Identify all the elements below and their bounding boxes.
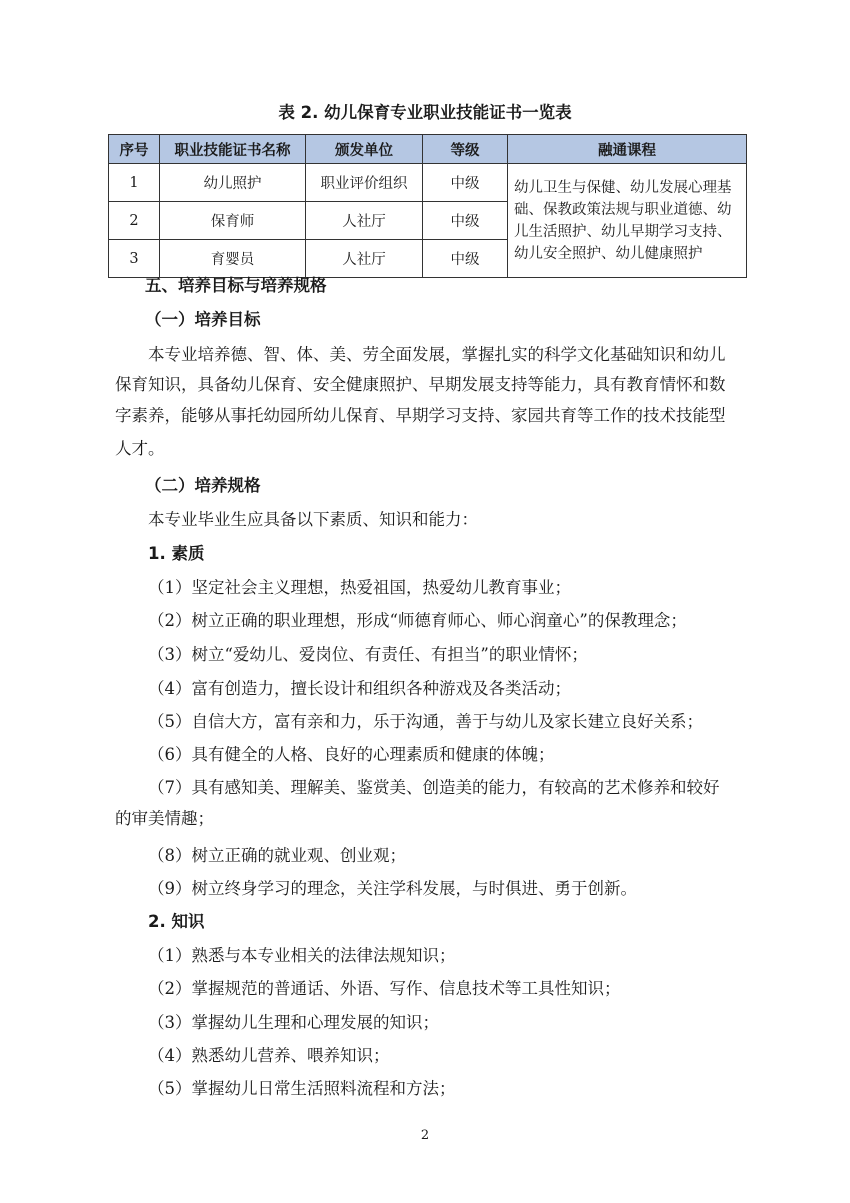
quality-heading: 1. 素质 xyxy=(148,544,205,563)
header-cert-name: 职业技能证书名称 xyxy=(160,135,306,164)
courses-line: 儿生活照护、幼儿早期学习支持、 xyxy=(514,223,732,240)
cell-no: 2 xyxy=(109,202,160,240)
knowledge-item: （4）熟悉幼儿营养、喂养知识； xyxy=(148,1046,390,1065)
goal-line: 人才。 xyxy=(115,439,165,458)
header-no: 序号 xyxy=(109,135,160,164)
cell-level: 中级 xyxy=(423,202,508,240)
spec-heading: （二）培养规格 xyxy=(145,476,261,495)
cell-cert-name: 育婴员 xyxy=(160,240,306,278)
knowledge-item: （1）熟悉与本专业相关的法律法规知识； xyxy=(148,946,456,965)
knowledge-item: （2）掌握规范的普通话、外语、写作、信息技术等工具性知识； xyxy=(148,979,621,998)
goal-line: 本专业培养德、智、体、美、劳全面发展，掌握扎实的科学文化基础知识和幼儿 xyxy=(148,345,726,364)
header-level: 等级 xyxy=(423,135,508,164)
quality-item: （2）树立正确的职业理想，形成“师德育师心、师心润童心”的保教理念； xyxy=(148,611,687,630)
quality-item: （4）富有创造力，擅长设计和组织各种游戏及各类活动； xyxy=(148,679,571,698)
cell-issuer: 职业评价组织 xyxy=(306,164,423,202)
courses-line: 幼儿卫生与保健、幼儿发展心理基 xyxy=(514,179,732,196)
cell-cert-name: 保育师 xyxy=(160,202,306,240)
cell-level: 中级 xyxy=(423,164,508,202)
quality-item: （1）坚定社会主义理想，热爱祖国，热爱幼儿教育事业； xyxy=(148,578,571,597)
cell-no: 3 xyxy=(109,240,160,278)
certificate-table xyxy=(108,134,747,278)
quality-item: （8）树立正确的就业观、创业观； xyxy=(148,846,406,865)
cell-courses xyxy=(508,164,747,278)
page-number: 2 xyxy=(420,1128,430,1143)
cell-level: 中级 xyxy=(423,240,508,278)
quality-item: 的审美情趣； xyxy=(115,809,214,828)
cell-no: 1 xyxy=(109,164,160,202)
cell-issuer: 人社厅 xyxy=(306,240,423,278)
spec-intro: 本专业毕业生应具备以下素质、知识和能力： xyxy=(148,510,478,529)
header-issuer: 颁发单位 xyxy=(306,135,423,164)
goal-heading: （一）培养目标 xyxy=(145,310,261,329)
knowledge-item: （3）掌握幼儿生理和心理发展的知识； xyxy=(148,1013,439,1032)
cell-issuer: 人社厅 xyxy=(306,202,423,240)
quality-item: （9）树立终身学习的理念，关注学科发展，与时俱进、勇于创新。 xyxy=(148,879,637,898)
knowledge-item: （5）掌握幼儿日常生活照料流程和方法； xyxy=(148,1079,456,1098)
cell-cert-name: 幼儿照护 xyxy=(160,164,306,202)
quality-item: （3）树立“爱幼儿、爱岗位、有责任、有担当”的职业情怀； xyxy=(148,645,588,664)
knowledge-heading: 2. 知识 xyxy=(148,912,205,931)
table-header-row xyxy=(109,135,747,164)
goal-line: 字素养，能够从事托幼园所幼儿保育、早期学习支持、家园共育等工作的技术技能型 xyxy=(115,406,726,425)
quality-item: （6）具有健全的人格、良好的心理素质和健康的体魄； xyxy=(148,745,555,764)
quality-item: （5）自信大方，富有亲和力，乐于沟通，善于与幼儿及家长建立良好关系； xyxy=(148,712,703,731)
goal-line: 保育知识，具备幼儿保育、安全健康照护、早期发展支持等能力，具有教育情怀和数 xyxy=(115,375,726,394)
header-courses: 融通课程 xyxy=(508,135,747,164)
section-title: 五、培养目标与培养规格 xyxy=(145,276,327,295)
table-row xyxy=(109,164,747,202)
table-caption: 表 2. 幼儿保育专业职业技能证书一览表 xyxy=(278,103,572,122)
courses-line: 幼儿安全照护、幼儿健康照护 xyxy=(514,245,703,262)
courses-line: 础、保教政策法规与职业道德、幼 xyxy=(514,201,732,218)
quality-item: （7）具有感知美、理解美、鉴赏美、创造美的能力，有较高的艺术修养和较好 xyxy=(148,778,720,797)
